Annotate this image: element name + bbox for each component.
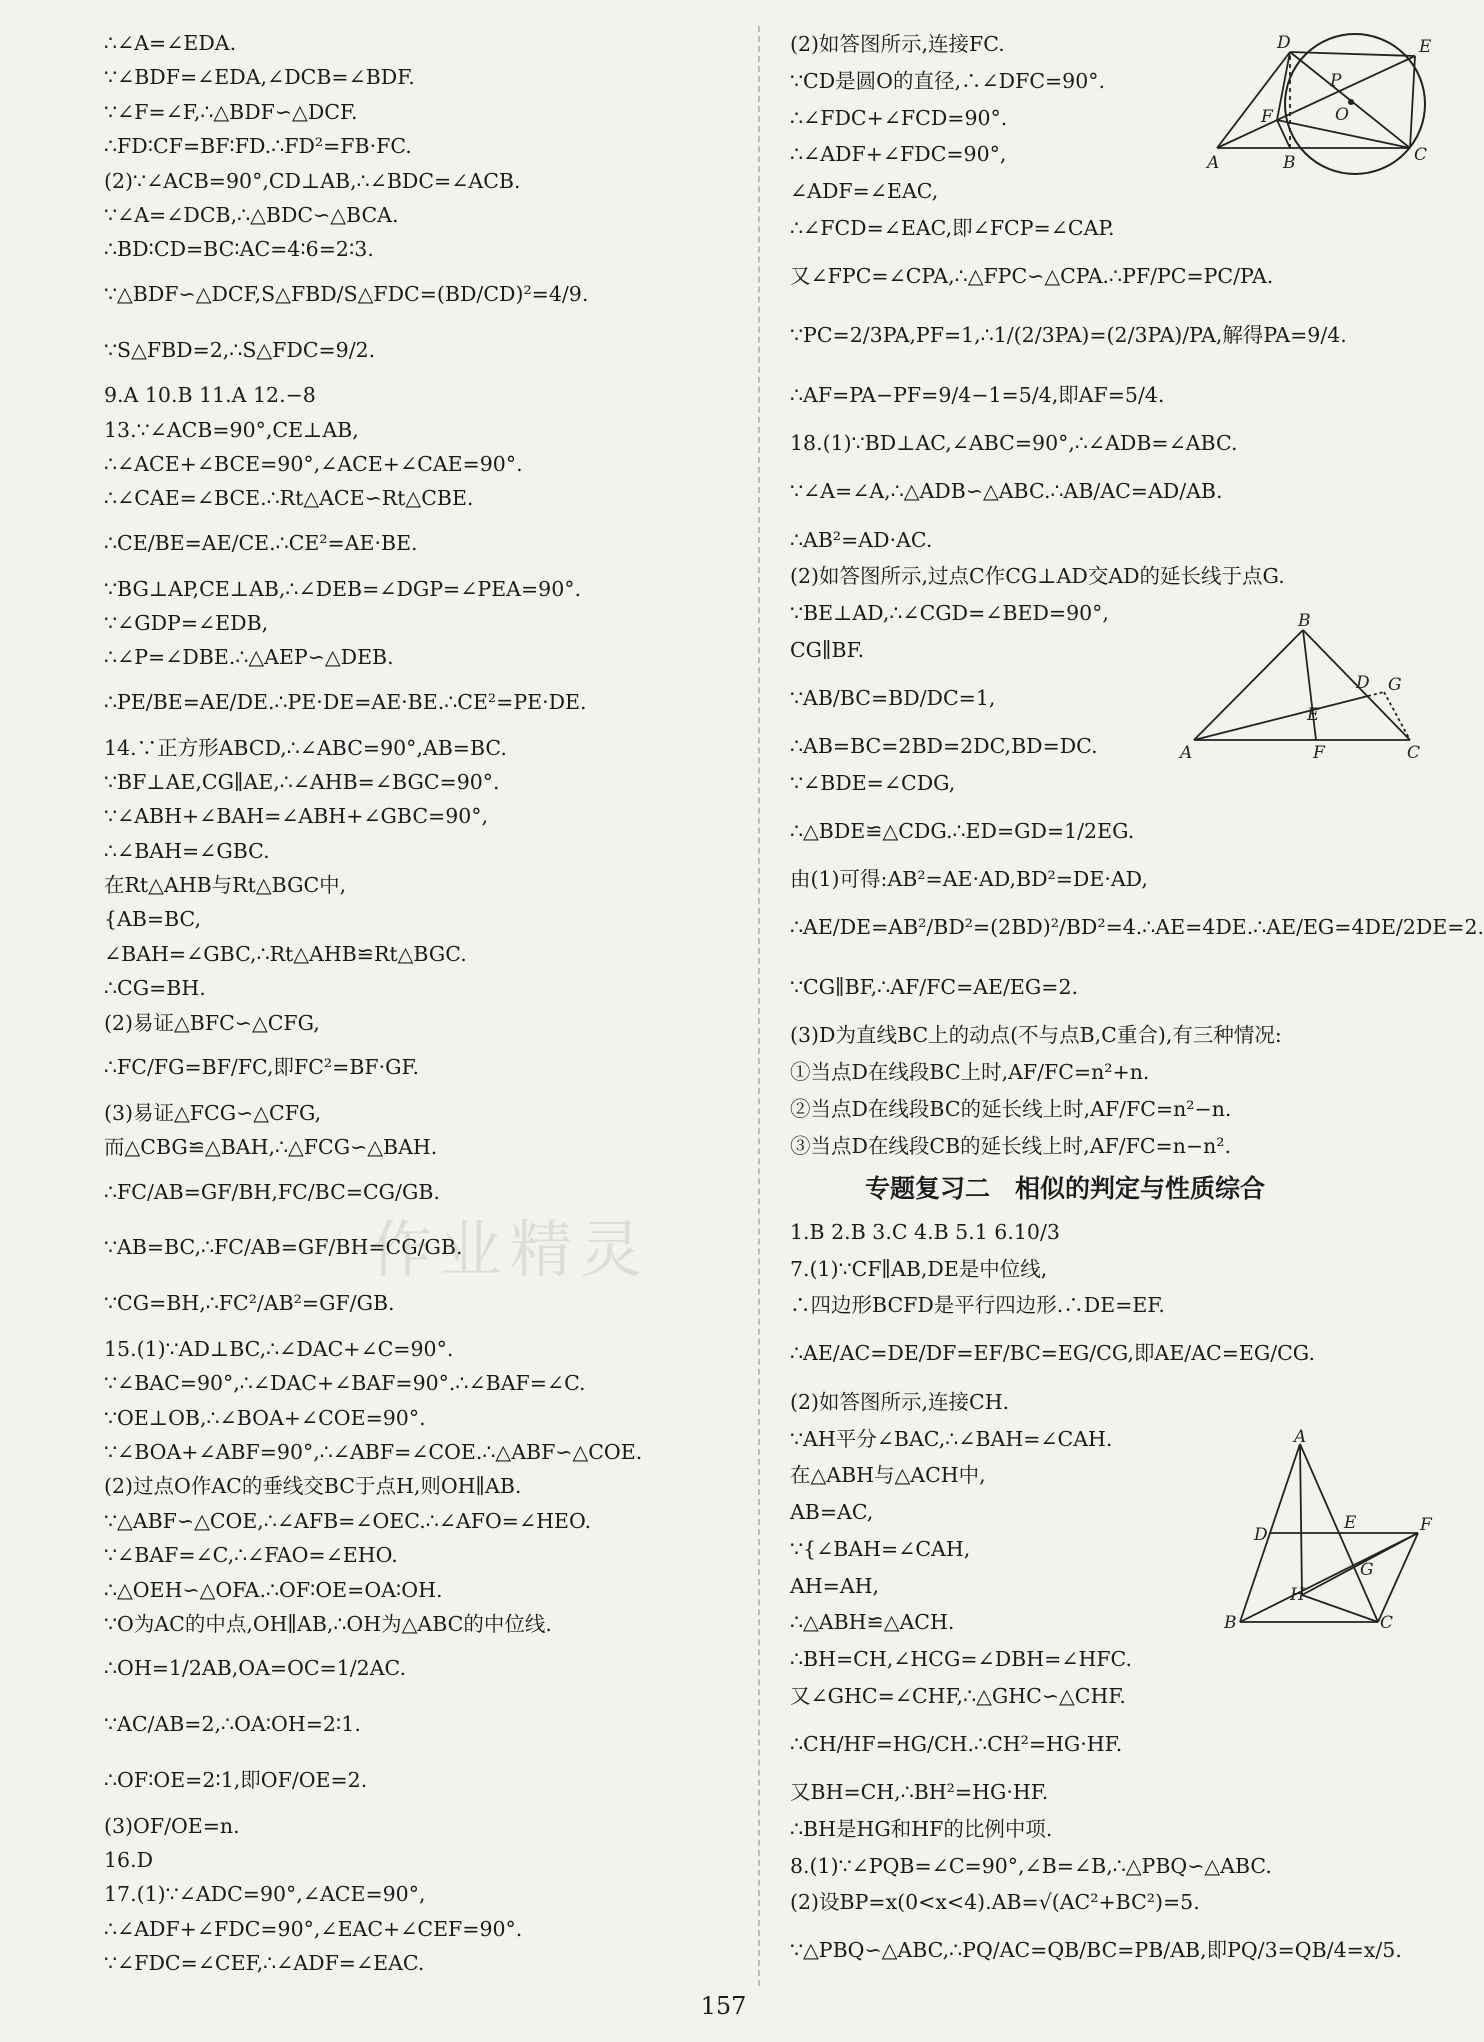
text-line: 13.∵∠ACB=90°,CE⊥AB, [104,417,359,442]
text-line: ②当点D在线段BC的延长线上时,AF/FC=n²−n. [790,1096,1232,1121]
label: H [1290,1585,1305,1605]
text-line: ∵∠BAC=90°,∴∠DAC+∠BAF=90°.∴∠BAF=∠C. [104,1371,586,1396]
text-line: ∴FC/FG=BF/FC,即FC²=BF·GF. [104,1055,420,1080]
text-line: ∴△OEH∽△OFA.∴OF∶OE=OA∶OH. [104,1577,443,1602]
text-line: ∴AE/DE=AB²/BD²=(2BD)²/BD²=4.∴AE=4DE.∴AE/EG=4DE/2DE=2. [790,915,1484,940]
label: D [1254,1525,1268,1545]
text-line: ∵∠F=∠F,∴△BDF∽△DCF. [104,99,358,124]
label: A [1180,743,1193,763]
text-line: 在Rt△AHB与Rt△BGC中, [104,873,347,898]
text-line: ∵BF⊥AE,CG∥AE,∴∠AHB=∠BGC=90°. [104,769,500,794]
text-line: AH=AH, [790,1573,880,1598]
text-line: ∠BAH=∠GBC,∴Rt△AHB≌Rt△BGC. [104,941,467,966]
text-line: (2)如答图所示,连接CH. [790,1389,1010,1414]
page-number: 157 [700,1992,747,2020]
text-line: ∴∠ADF+∠FDC=90°, [790,142,1007,167]
text-line: (2)易证△BFC∽△CFG, [104,1010,320,1035]
text-line: ∵CD是圆O的直径,∴∠DFC=90°. [790,68,1106,93]
label: A [1294,1427,1307,1447]
label: D [1356,673,1370,693]
left-column [104,26,744,1981]
text-line: ∴FC/AB=GF/BH,FC/BC=CG/GB. [104,1179,440,1204]
label: B [1283,153,1296,173]
text-line: ∴AB=BC=2BD=2DC,BD=DC. [790,734,1098,759]
text-line: ∵CG=BH,∴FC²/AB²=GF/GB. [104,1291,395,1316]
text-line: ∴∠FDC+∠FCD=90°. [790,105,1008,130]
text-line: 15.(1)∵AD⊥BC,∴∠DAC+∠C=90°. [104,1336,454,1361]
text-line: ∵∠A=∠A,∴△ADB∽△ABC.∴AB/AC=AD/AB. [790,479,1223,504]
label: E [1344,1513,1357,1533]
label: G [1360,1560,1374,1580]
text-line: 而△CBG≌△BAH,∴△FCG∽△BAH. [104,1135,438,1160]
text-line: ∴△ABH≌△ACH. [790,1610,955,1635]
text-line: ∵BG⊥AP,CE⊥AB,∴∠DEB=∠DGP=∠PEA=90°. [104,576,582,601]
text-line: ∴∠BAH=∠GBC. [104,838,270,863]
text-line: ∵S△FBD=2,∴S△FDC=9/2. [104,337,376,362]
column-divider [758,26,760,1986]
figure-parallelogram-diagram [1210,1427,1435,1633]
text-line: ∵∠BOA+∠ABF=90°,∴∠ABF=∠COE.∴△ABF∽△COE. [104,1440,643,1465]
text-line: ∵{∠BAH=∠CAH, [790,1536,971,1561]
label: F [1420,1515,1432,1535]
text-line: 16.D [104,1848,154,1873]
text-line: AB=AC, [790,1500,874,1524]
label: C [1407,743,1421,763]
text-line: {AB=BC, [104,907,202,932]
text-line: ∵∠GDP=∠EDB, [104,610,269,635]
text-line: 17.(1)∵∠ADC=90°,∠ACE=90°, [104,1882,426,1907]
label: F [1261,107,1273,127]
text-line: (2)∵∠ACB=90°,CD⊥AB,∴∠BDC=∠ACB. [104,168,521,193]
text-line: ∴BH=CH,∠HCG=∠DBH=∠HFC. [790,1647,1133,1671]
text-line: (2)过点O作AC的垂线交BC于点H,则OH∥AB. [104,1474,522,1499]
label: C [1414,145,1428,165]
text-line: ∴CE/BE=AE/CE.∴CE²=AE·BE. [104,530,418,555]
text-line: ∵AB/BC=BD/DC=1, [790,685,996,710]
text-line: ∵BE⊥AD,∴∠CGD=∠BED=90°, [790,601,1109,626]
label: P [1330,71,1342,91]
text-line: ∵△BDF∽△DCF,S△FBD/S△FDC=(BD/CD)²=4/9. [104,281,589,306]
text-line: ③当点D在线段CB的延长线上时,AF/FC=n−n². [790,1133,1232,1158]
text-line: 由(1)可得:AB²=AE·AD,BD²=DE·AD, [790,867,1148,892]
text-line: ∵∠FDC=∠CEF,∴∠ADF=∠EAC. [104,1951,425,1976]
text-line: ∵∠A=∠DCB,∴△BDC∽△BCA. [104,202,399,227]
label: F [1313,743,1325,763]
text-line: ∵PC=2/3PA,PF=1,∴1/(2/3PA)=(2/3PA)/PA,解得PA=9/4. [790,323,1347,348]
text-line: ∴AB²=AD·AC. [790,527,933,552]
text-line: ∵OE⊥OB,∴∠BOA+∠COE=90°. [104,1405,426,1430]
label: B [1298,611,1311,631]
watermark: 作业精灵 [370,1213,651,1286]
text-line: ∵△ABF∽△COE,∴∠AFB=∠OEC.∴∠AFO=∠HEO. [104,1508,592,1533]
label: O [1335,105,1349,125]
text-line: ∴AE/AC=DE/DF=EF/BC=EG/CG,即AE/AC=EG/CG. [790,1341,1315,1366]
text-line: ∴△BDE≌△CDG.∴ED=GD=1/2EG. [790,818,1135,843]
text-line: 又BH=CH,∴BH²=HG·HF. [790,1780,1049,1805]
text-line: ∵∠BDE=∠CDG, [790,770,956,795]
text-line: ∴∠CAE=∠BCE.∴Rt△ACE∽Rt△CBE. [104,486,474,511]
text-line: ∴∠ACE+∠BCE=90°,∠ACE+∠CAE=90°. [104,452,523,477]
text-line: ∵∠ABH+∠BAH=∠ABH+∠GBC=90°, [104,804,489,829]
figure-triangle-diagram [1180,612,1430,767]
text-line: 1.B 2.B 3.C 4.B 5.1 6.10/3 [790,1219,1060,1244]
text-line: ∴四边形BCFD是平行四边形.∴DE=EF. [790,1293,1165,1318]
text-line: (3)易证△FCG∽△CFG, [104,1100,322,1125]
text-line: ∴BH是HG和HF的比例中项. [790,1816,1053,1841]
label: B [1224,1613,1237,1633]
label: G [1388,675,1402,695]
figure-circle-diagram [1205,30,1450,180]
text-line: (3)D为直线BC上的动点(不与点B,C重合),有三种情况: [790,1023,1282,1048]
label: C [1380,1613,1394,1633]
text-line: ∵AB=BC,∴FC/AB=GF/BH=CG/GB. [104,1235,463,1260]
text-line: ∴OH=1/2AB,OA=OC=1/2AC. [104,1656,407,1681]
text-line: 又∠FPC=∠CPA,∴△FPC∽△CPA.∴PF/PC=PC/PA. [790,263,1274,288]
text-line: CG∥BF. [790,637,865,662]
label: A [1207,153,1220,173]
text-line: (2)如答图所示,连接FC. [790,32,1005,56]
label: E [1307,705,1320,725]
text-line: ∵△PBQ∽△ABC,∴PQ/AC=QB/BC=PB/AB,即PQ/3=QB/4=x/5. [790,1938,1402,1963]
text-line: ∠ADF=∠EAC, [790,179,939,203]
label: D [1277,33,1291,53]
text-line: ①当点D在线段BC上时,AF/FC=n²+n. [790,1060,1150,1084]
text-line: ∴CG=BH. [104,976,206,1001]
text-line: ∴FD∶CF=BF∶FD.∴FD²=FB·FC. [104,134,412,159]
text-line: ∴∠A=∠EDA. [104,31,237,55]
text-line: 8.(1)∵∠PQB=∠C=90°,∠B=∠B,∴△PBQ∽△ABC. [790,1853,1272,1878]
text-line: 在△ABH与△ACH中, [790,1463,986,1488]
label: E [1419,37,1432,57]
text-line: ∵∠BAF=∠C,∴∠FAO=∠EHO. [104,1543,398,1568]
text-line: (3)OF/OE=n. [104,1813,240,1838]
text-line: 7.(1)∵CF∥AB,DE是中位线, [790,1256,1048,1281]
text-line: ∵AC/AB=2,∴OA∶OH=2∶1. [104,1712,361,1737]
text-line: 9.A 10.B 11.A 12.−8 [104,383,316,408]
section-heading: 专题复习二 相似的判定与性质综合 [864,1174,1265,1204]
text-line: (2)设BP=x(0<x<4).AB=√(AC²+BC²)=5. [790,1890,1200,1915]
text-line: ∴∠ADF+∠FDC=90°,∠EAC+∠CEF=90°. [104,1916,523,1941]
text-line: ∵CG∥BF,∴AF/FC=AE/EG=2. [790,974,1079,999]
text-line: ∴AF=PA−PF=9/4−1=5/4,即AF=5/4. [790,382,1165,407]
text-line: ∴OF∶OE=2∶1,即OF/OE=2. [104,1767,368,1792]
text-line: ∴CH/HF=HG/CH.∴CH²=HG·HF. [790,1731,1123,1756]
text-line: ∴PE/BE=AE/DE.∴PE·DE=AE·BE.∴CE²=PE·DE. [104,689,587,714]
right-column [790,26,1484,1981]
text-line: (2)如答图所示,过点C作CG⊥AD交AD的延长线于点G. [790,564,1285,589]
text-line: ∵∠BDF=∠EDA,∠DCB=∠BDF. [104,65,415,90]
text-line: ∴∠P=∠DBE.∴△AEP∽△DEB. [104,645,394,670]
text-line: ∵AH平分∠BAC,∴∠BAH=∠CAH. [790,1426,1113,1451]
text-line: 14.∵正方形ABCD,∴∠ABC=90°,AB=BC. [104,735,507,760]
text-line: ∴BD∶CD=BC∶AC=4∶6=2∶3. [104,237,374,262]
text-line: ∴∠FCD=∠EAC,即∠FCP=∠CAP. [790,215,1115,240]
text-line: ∵O为AC的中点,OH∥AB,∴OH为△ABC的中位线. [104,1612,552,1637]
text-line: 18.(1)∵BD⊥AC,∠ABC=90°,∴∠ADB=∠ABC. [790,431,1238,456]
text-line: 又∠GHC=∠CHF,∴△GHC∽△CHF. [790,1683,1126,1708]
